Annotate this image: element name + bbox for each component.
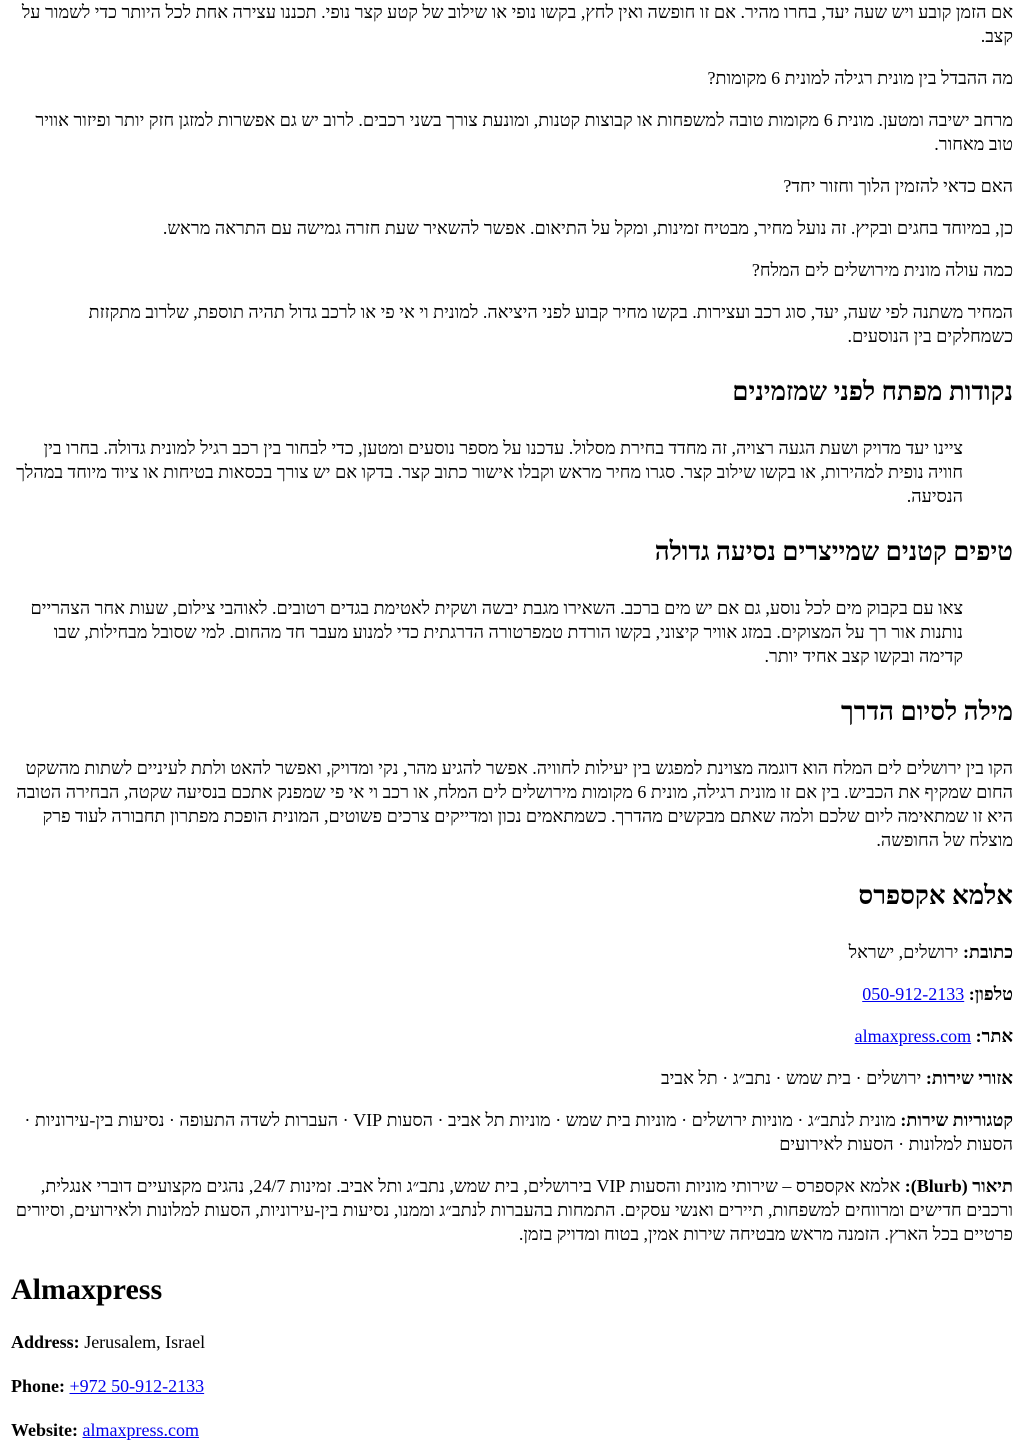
website-link[interactable]: almaxpress.com — [82, 1420, 199, 1440]
website-he — [11, 1024, 1013, 1048]
business-title-en: Almaxpress — [11, 1273, 163, 1306]
faq-answer: המחיר משתנה לפי שעה, יעד, סוג רכב ועצירות. בקשו מחיר קבוע לפני היציאה. למונית וי אי פי או לרכב גדול תהיה תוספת, שלרוב מתקזזת כשמחלקים בין הנוסעים. — [88, 302, 1013, 346]
section-text-closing: הקו בין ירושלים לים המלח הוא דוגמה מצוינת למפגש בין יעילות לחוויה. אפשר להגיע מהר, נקי ומדויק, ואפשר להאט ולתת לעיניים לשתות מהשקט החום שמקיף את הכביש. בין אם זו מונית רגילה, מונית 6 מקומות מירושלים לים המלח, או רכב וי אי פי שמפנק אתכם בנסיעה שקטה, הבחירה הטובה היא זו שמתאימה ליום שלכם ולמה שאתם מבקשים מהדרך. כשמתאמים נכון ומדייקים צרכים פשוטים, המונית הופכת מפתרון תחבורה לעוד פרק מוצלח של החופשה. — [16, 758, 1013, 850]
faq-question: כמה עולה מונית מירושלים לים המלח? — [751, 260, 1013, 280]
address-value: ירושלים, ישראל — [848, 942, 959, 962]
website-link[interactable]: almaxpress.com — [854, 1026, 972, 1046]
faq-section — [11, 0, 1013, 1246]
faq-answer: כן, במיוחד בחגים ובקיץ. זה נועל מחיר, מבטיח זמינות, ומקל על התיאום. אפשר להשאיר שעת חזרה גמישה עם התראה מראש. — [162, 218, 1013, 238]
faq-answer: אם הזמן קובע ויש שעה יעד, בחרו מהיר. אם זו חופשה ואין לחץ, בקשו נופי או שילוב של קטע קצר נופי. תכננו עצירה אחת לכל היותר כדי לשמור על קצב. — [21, 2, 1013, 46]
phone-he — [11, 982, 1013, 1006]
faq-question: האם כדאי להזמין הלוך וחזור יחד? — [783, 176, 1013, 196]
phone-label: טלפון: — [968, 984, 1013, 1004]
business-title-he: אלמא אקספרס — [858, 881, 1013, 910]
address-label: כתובת: — [962, 942, 1013, 962]
section-text-key-points: ציינו יעד מדויק ושעת הגעה רצויה, זה מחדד בחירת מסלול. עדכנו על מספר נוסעים ומטען, כדי לבחור בין רכב רגיל למונית גדולה. בחרו בין חוויה נופית למהירות, או בקשו שילוב קצר. סגרו מחיר מראש וקבלו אישור כתוב קצר. בדקו אם יש צורך בכסאות בטיחות או ציוד מיוחד במהלך הנסיעה. — [16, 438, 963, 506]
address-en — [11, 1330, 1013, 1354]
areas-value: ירושלים · בית שמש · נתב״ג · תל אביב — [661, 1068, 922, 1088]
faq-question: מה ההבדל בין מונית רגילה למונית 6 מקומות? — [707, 68, 1013, 88]
phone-label: Phone: — [11, 1376, 65, 1396]
phone-link[interactable]: 050-912-2133 — [862, 984, 965, 1004]
service-areas-he — [11, 1066, 1013, 1090]
address-value: Jerusalem, Israel — [84, 1332, 206, 1352]
categories-value: מונית לנתב״ג · מוניות ירושלים · מוניות בית שמש · מוניות תל אביב · הסעות VIP · העברות לשדה התעופה · נסיעות בין-עירוניות · הסעות למלונות · הסעות לאירועים — [24, 1110, 1013, 1154]
section-heading-tips: טיפים קטנים שמייצרים נסיעה גדולה — [654, 537, 1013, 566]
blurb-he — [11, 1174, 1013, 1246]
blurb-label: תיאור (Blurb): — [904, 1176, 1013, 1196]
website-en — [11, 1418, 1013, 1442]
areas-label: אזורי שירות: — [925, 1068, 1013, 1088]
categories-he — [11, 1108, 1013, 1156]
phone-link[interactable]: +972 50-912-2133 — [69, 1376, 205, 1396]
address-label: Address: — [11, 1332, 80, 1352]
website-label: Website: — [11, 1420, 78, 1440]
section-heading-closing: מילה לסיום הדרך — [841, 697, 1013, 726]
address-he — [11, 940, 1013, 964]
categories-label: קטגוריות שירות: — [900, 1110, 1013, 1130]
business-section-en — [11, 1272, 1013, 1442]
phone-en — [11, 1374, 1013, 1398]
website-label: אתר: — [975, 1026, 1013, 1046]
section-text-tips: צאו עם בקבוק מים לכל נוסע, גם אם יש מים ברכב. השאירו מגבת יבשה ושקית לאטימת בגדים רטובים. לאוהבי צילום, שעות אחר הצהריים נותנות אור רך על המצוקים. במזג אוויר קיצוני, בקשו הורדת טמפרטורה הדרגתית כדי למנוע מעבר חד מהחום. למי שסובל מבחילות, שבו קדימה ובקשו קצב אחיד יותר. — [30, 598, 963, 666]
section-heading-key-points: נקודות מפתח לפני שמזמינים — [732, 377, 1013, 406]
blurb-value: אלמא אקספרס – שירותי מוניות והסעות VIP בירושלים, בית שמש, נתב״ג ותל אביב. זמינות 24/7, נהגים מקצועיים דוברי אנגלית, ורכבים חדישים ומרווחים למשפחות, תיירים ואנשי עסקים. התמחות בהעברות לנתב״ג וממנו, נסיעות בין-עירוניות, הסעות למלונות ולאירועים, וסיורים פרטיים בכל הארץ. הזמנה מראש מבטיחה שירות אמין, בטוח ומדויק בזמן. — [15, 1176, 1013, 1244]
faq-answer: מרחב ישיבה ומטען. מונית 6 מקומות טובה למשפחות או קבוצות קטנות, ומונעת צורך בשני רכבים. לרוב יש גם אפשרות למזגן חזק יותר ופיזור אוויר טוב מאחור. — [35, 110, 1013, 154]
